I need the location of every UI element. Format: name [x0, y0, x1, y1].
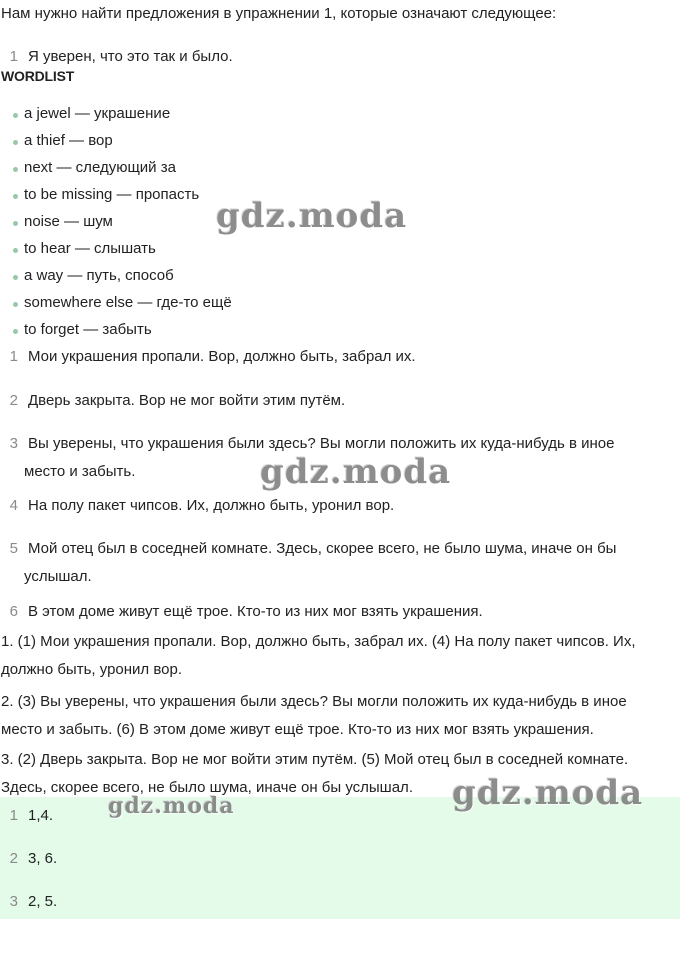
sentence-text: На полу пакет чипсов. Их, должно быть, уронил вор.	[28, 497, 395, 514]
wordlist	[0, 103, 232, 346]
sentence-number: 6	[9, 603, 18, 620]
wordlist-entry: a way — путь, способ	[24, 267, 174, 284]
bullet-icon	[13, 140, 18, 145]
sentence-text: Мой отец был в соседней комнате. Здесь, скорее всего, не было шума, иначе он бы	[28, 540, 617, 557]
answer-text: 3, 6.	[28, 850, 58, 867]
bullet-icon	[13, 167, 18, 172]
bullet-icon	[13, 329, 18, 334]
wordlist-entry: next — следующий за	[24, 159, 176, 176]
explanation-line: должно быть, уронил вор.	[1, 661, 182, 678]
wordlist-entry: somewhere else — где-то ещё	[24, 294, 232, 311]
sentence-item	[0, 598, 680, 626]
list-item	[0, 238, 232, 265]
sentence-text: Вы уверены, что украшения были здесь? Вы могли положить их куда-нибудь в иное	[28, 435, 615, 452]
list-item	[0, 292, 232, 319]
bullet-icon	[13, 194, 18, 199]
wordlist-entry: to hear — слышать	[24, 240, 156, 257]
wordlist-entry: noise — шум	[24, 213, 113, 230]
bullet-icon	[13, 275, 18, 280]
watermark-logo: gdz.moda	[108, 793, 235, 819]
wordlist-entry: to forget — забыть	[24, 321, 152, 338]
answer-number: 2	[9, 850, 18, 867]
bullet-icon	[13, 248, 18, 253]
explanation-line: место и забыть. (6) В этом доме живут ещё трое. Кто-то из них мог взять украшения.	[1, 721, 594, 738]
explanation-line: 2. (3) Вы уверены, что украшения были здесь? Вы могли положить их куда-нибудь в иное	[1, 693, 627, 710]
answer-text: 1,4.	[28, 807, 54, 824]
list-item	[0, 184, 232, 211]
wordlist-title: WORDLIST	[1, 68, 75, 84]
sentence-item	[0, 387, 680, 415]
watermark-logo: gdz.moda	[216, 196, 408, 236]
list-item	[0, 211, 232, 238]
list-item	[0, 319, 232, 346]
answers-box	[0, 797, 680, 919]
explanation-line: 3. (2) Дверь закрыта. Вор не мог войти этим путём. (5) Мой отец был в соседней комнате.	[1, 751, 629, 768]
sentence-text: Дверь закрыта. Вор не мог войти этим путём.	[28, 392, 346, 409]
wordlist-entry: a jewel — украшение	[24, 105, 171, 122]
sentence-number: 1	[9, 348, 18, 365]
intro-text: Нам нужно найти предложения в упражнении 1, которые означают следующее:	[1, 5, 557, 22]
sentence-number: 4	[9, 497, 18, 514]
watermark-logo: gdz.moda	[260, 452, 452, 492]
list-item	[0, 157, 232, 184]
sentence-text-cont: место и забыть.	[24, 463, 136, 480]
list-item	[0, 265, 232, 292]
sentence-text: В этом доме живут ещё трое. Кто-то из них мог взять украшения.	[28, 603, 483, 620]
sentence-text: Мои украшения пропали. Вор, должно быть, забрал их.	[28, 348, 416, 365]
list-item	[0, 130, 232, 157]
item-number: 1	[9, 48, 18, 65]
explanation-paragraph	[1, 628, 677, 684]
sentence-number: 3	[9, 435, 18, 452]
wordlist-entry: a thief — вор	[24, 132, 113, 149]
sentence-number: 2	[9, 392, 18, 409]
sentence-item	[0, 492, 680, 520]
answer-row	[0, 892, 57, 912]
answer-row	[0, 806, 53, 826]
sentence-item	[0, 343, 680, 371]
watermark-logo: gdz.moda	[452, 773, 644, 813]
answer-row	[0, 849, 57, 869]
explanation-line: 1. (1) Мои украшения пропали. Вор, должно быть, забрал их. (4) На полу пакет чипсов. Их,	[1, 633, 636, 650]
bullet-icon	[13, 302, 18, 307]
answer-text: 2, 5.	[28, 893, 58, 910]
sentence-number: 5	[9, 540, 18, 557]
bullet-icon	[13, 221, 18, 226]
explanation-paragraph	[1, 688, 677, 744]
explanation-line: Здесь, скорее всего, не было шума, иначе он бы услышал.	[1, 779, 413, 796]
item-text: Я уверен, что это так и было.	[28, 48, 233, 65]
answer-number: 1	[9, 807, 18, 824]
wordlist-entry: to be missing — пропасть	[24, 186, 200, 203]
sentence-item	[0, 535, 680, 591]
sentence-text-cont: услышал.	[24, 568, 92, 585]
answer-number: 3	[9, 893, 18, 910]
list-item	[0, 103, 232, 130]
bullet-icon	[13, 113, 18, 118]
clipped-item	[0, 48, 680, 66]
